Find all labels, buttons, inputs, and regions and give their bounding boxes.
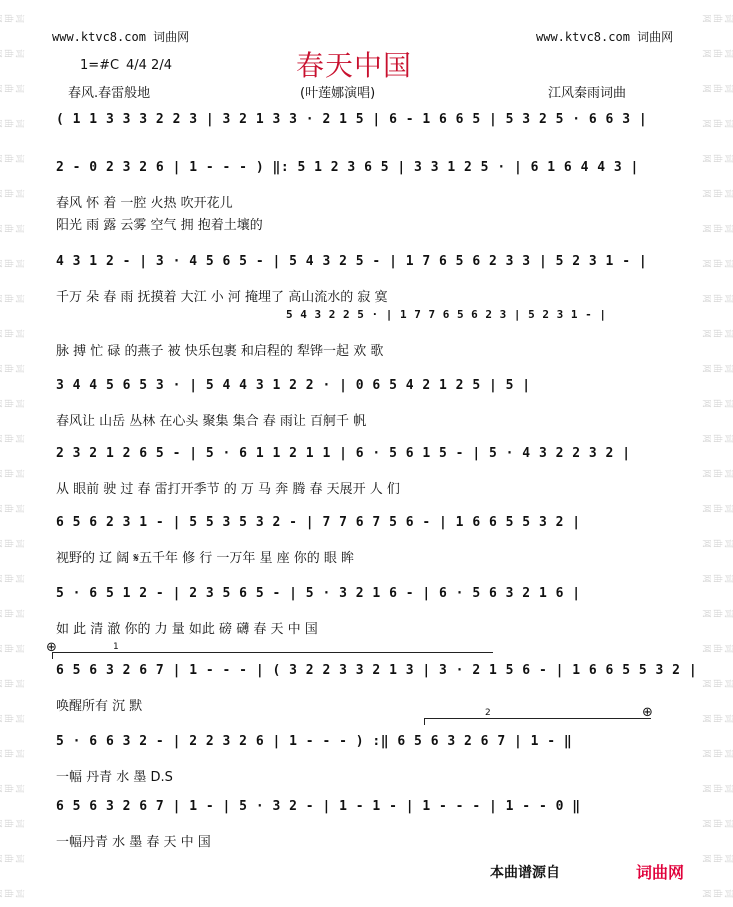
watermark-text: 词曲 — [2, 188, 24, 198]
watermark-text: 词曲网 — [700, 573, 733, 583]
notation-row: 6 5 6 3 2 6 7 | 1 - | 5 · 3 2 - | 1 - 1 - | 1 - - - | 1 - - 0 ‖ — [56, 799, 581, 814]
brand-logo-text[interactable]: 词曲网 — [636, 863, 685, 882]
watermark-text: 词曲 — [2, 223, 24, 233]
site-url-right: www.ktvc8.com 词曲网 — [536, 30, 674, 44]
watermark-text: 词曲 — [2, 398, 24, 408]
notation-row: 5 · 6 6 3 2 - | 2 2 3 2 6 | 1 - - - ) :‖ 6 5 6 3 2 6 7 | 1 - ‖ — [56, 734, 573, 749]
watermark-text: 词曲网 — [700, 83, 733, 93]
volta-2 — [424, 708, 651, 725]
watermark-text: 词曲 — [2, 503, 24, 513]
watermark-text: 词曲网 — [700, 293, 733, 303]
watermark-text: 词曲 — [2, 678, 24, 688]
lyric-line: 一幅 丹青 水 墨 D.S — [56, 770, 173, 785]
watermark-text: 词曲 — [2, 783, 24, 793]
notation-row: ( 1 1 3 3 3 2 2 3 | 3 2 1 3 3 · 2 1 5 | 6 - 1 6 6 5 | 5 3 2 5 · 6 6 3 | — [56, 112, 648, 127]
watermark-text: 词曲 — [2, 538, 24, 548]
lyric-line: 脉 搏 忙 碌 的燕子 被 快乐包裹 和启程的 犁铧一起 欢 歌 — [56, 344, 384, 359]
volta-1 — [52, 642, 493, 659]
watermark-text: 词曲 — [2, 83, 24, 93]
watermark-text: 词曲 — [2, 573, 24, 583]
watermark-text: 词曲 — [2, 853, 24, 863]
lyric-line: 春风 怀 着 一腔 火热 吹开花儿 — [56, 196, 233, 211]
watermark-text: 词曲网 — [700, 818, 733, 828]
lyric-line: 春风让 山岳 丛林 在心头 聚集 集合 春 雨让 百舸千 帆 — [56, 414, 367, 429]
watermark-text: 词曲 — [2, 713, 24, 723]
watermark-text: 词曲网 — [700, 608, 733, 618]
watermark-text: 词曲网 — [700, 853, 733, 863]
source-label: 本曲谱源自 — [490, 865, 560, 881]
watermark-text: 词曲 — [2, 293, 24, 303]
watermark-text: 词曲 — [2, 748, 24, 758]
watermark-text: 词曲网 — [700, 678, 733, 688]
notation-row: 3 4 4 5 6 5 3 · | 5 4 4 3 1 2 2 · | 0 6 5 4 2 1 2 5 | 5 | — [56, 378, 531, 393]
watermark-text: 词曲网 — [700, 888, 733, 898]
song-title: 春天中国 — [296, 49, 413, 82]
watermark-text: 词曲网 — [700, 538, 733, 548]
coda-mark: ⊕ — [46, 640, 57, 655]
watermark-text: 词曲网 — [700, 433, 733, 443]
notation-row: 4 3 1 2 - | 3 · 4 5 6 5 - | 5 4 3 2 5 - | 1 7 6 5 6 2 3 3 | 5 2 3 1 - | — [56, 254, 648, 269]
time-signature: 4/4 2/4 — [126, 58, 172, 73]
watermark-text: 词曲 — [2, 363, 24, 373]
notation-row: 6 5 6 3 2 6 7 | 1 - - - | ( 3 2 2 3 3 2 1 3 | 3 · 2 1 5 6 - | 1 6 6 5 5 3 2 | — [56, 663, 698, 678]
watermark-text: 词曲 — [2, 608, 24, 618]
notation-row: 5 · 6 5 1 2 - | 2 3 5 6 5 - | 5 · 3 2 1 6 - | 6 · 5 6 3 2 1 6 | — [56, 586, 581, 601]
volta-1-label: 1 — [113, 642, 119, 652]
watermark-text: 词曲网 — [700, 118, 733, 128]
lyric-line: 唤醒所有 沉 默 — [56, 699, 143, 714]
watermark-text: 词曲 — [2, 13, 24, 23]
performer: (叶莲娜演唱) — [300, 86, 376, 101]
lyric-line: 从 眼前 驶 过 春 雷打开季节 的 万 马 奔 腾 春 天展开 人 们 — [56, 482, 400, 497]
credits: 江风秦雨词曲 — [548, 86, 627, 101]
left-watermark-strip — [0, 0, 24, 907]
notation-row: 2 - 0 2 3 2 6 | 1 - - - ) ‖: 5 1 2 3 6 5 | 3 3 1 2 5 · | 6 1 6 4 4 3 | — [56, 160, 639, 175]
watermark-text: 词曲网 — [700, 363, 733, 373]
site-url-left: www.ktvc8.com 词曲网 — [52, 30, 190, 44]
watermark-text: 词曲 — [2, 328, 24, 338]
lyric-line: 如 此 清 澈 你的 力 量 如此 磅 礴 春 天 中 国 — [56, 622, 318, 637]
watermark-text: 词曲网 — [700, 713, 733, 723]
watermark-text: 词曲网 — [700, 188, 733, 198]
watermark-text: 词曲网 — [700, 48, 733, 58]
lyric-line: 千万 朵 春 雨 抚摸着 大江 小 河 掩埋了 高山流水的 寂 寞 — [56, 290, 388, 305]
notation-row: 6 5 6 2 3 1 - | 5 5 3 5 3 2 - | 7 7 6 7 5 6 - | 1 6 6 5 5 3 2 | — [56, 515, 581, 530]
coda-mark-end: ⊕ — [642, 705, 653, 720]
watermark-text: 词曲网 — [700, 258, 733, 268]
watermark-text: 词曲 — [2, 468, 24, 478]
tempo-note: 春风.春雷般地 — [68, 86, 151, 101]
watermark-text: 词曲网 — [700, 153, 733, 163]
watermark-text: 词曲网 — [700, 503, 733, 513]
watermark-text: 词曲网 — [700, 748, 733, 758]
watermark-text: 词曲 — [2, 48, 24, 58]
lyric-line: 一幅丹青 水 墨 春 天 中 国 — [56, 835, 211, 850]
watermark-text: 词曲网 — [700, 783, 733, 793]
right-watermark-strip — [700, 0, 733, 907]
lyric-line: 视野的 辽 阔 𝄋五千年 修 行 一万年 星 座 你的 眼 眸 — [56, 551, 355, 566]
key-signature: 1=#C — [80, 58, 120, 73]
watermark-text: 词曲 — [2, 818, 24, 828]
watermark-text: 词曲 — [2, 433, 24, 443]
watermark-text: 词曲 — [2, 643, 24, 653]
notation-row: 2 3 2 1 2 6 5 - | 5 · 6 1 1 2 1 1 | 6 · 5 6 1 5 - | 5 · 4 3 2 2 3 2 | — [56, 446, 631, 461]
notation-row: 5 4 3 2 2 5 · | 1 7 7 6 5 6 2 3 | 5 2 3 1 - | — [286, 308, 607, 321]
watermark-text: 词曲 — [2, 153, 24, 163]
watermark-text: 词曲网 — [700, 223, 733, 233]
watermark-text: 词曲网 — [700, 468, 733, 478]
volta-2-label: 2 — [485, 708, 491, 718]
lyric-line: 阳光 雨 露 云雾 空气 拥 抱着土壤的 — [56, 218, 263, 233]
watermark-text: 词曲 — [2, 258, 24, 268]
watermark-text: 词曲网 — [700, 643, 733, 653]
watermark-text: 词曲网 — [700, 13, 733, 23]
watermark-text: 词曲网 — [700, 328, 733, 338]
watermark-text: 词曲 — [2, 118, 24, 128]
watermark-text: 词曲网 — [700, 398, 733, 408]
watermark-text: 词曲 — [2, 888, 24, 898]
